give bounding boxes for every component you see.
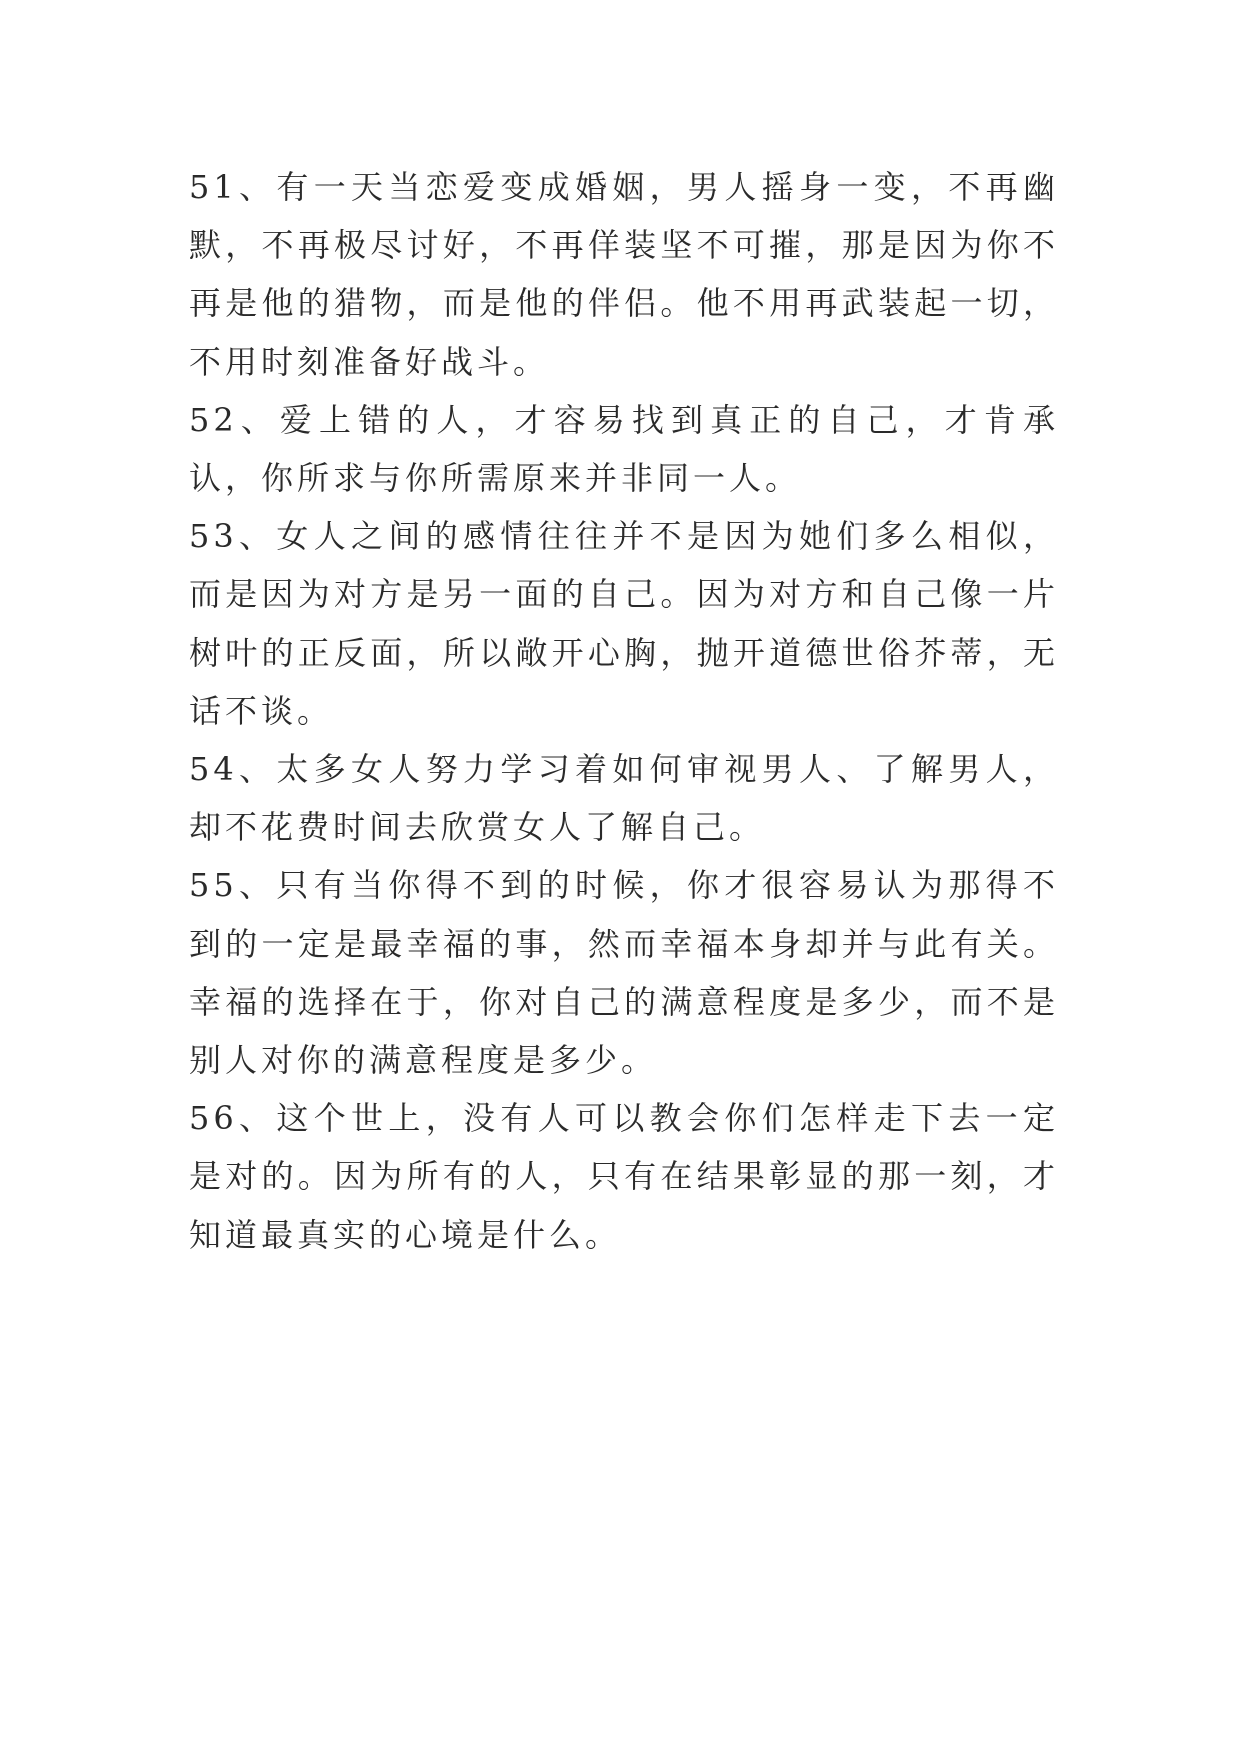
paragraph-51: 51、有一天当恋爱变成婚姻，男人摇身一变，不再幽默，不再极尽讨好，不再佯装坚不可摧，那是因为你不再是他的猎物，而是他的伴侣。他不用再武装起一切，不用时刻准备好战斗。 [189, 168, 1059, 381]
paragraph-53: 53、女人之间的感情往往并不是因为她们多么相似，而是因为对方是另一面的自己。因为对方和自己像一片树叶的正反面，所以敞开心胸，抛开道德世俗芥蒂，无话不谈。 [189, 517, 1059, 730]
paragraph-52: 52、爱上错的人，才容易找到真正的自己，才肯承认，你所求与你所需原来并非同一人。 [189, 400, 1059, 498]
document-body [189, 158, 1059, 1264]
paragraph-56: 56、这个世上，没有人可以教会你们怎样走下去一定是对的。因为所有的人，只有在结果彰显的那一刻，才知道最真实的心境是什么。 [189, 1099, 1059, 1254]
paragraph-55: 55、只有当你得不到的时候，你才很容易认为那得不到的一定是最幸福的事，然而幸福本身却并与此有关。幸福的选择在于，你对自己的满意程度是多少，而不是别人对你的满意程度是多少。 [189, 866, 1059, 1080]
paragraph-54: 54、太多女人努力学习着如何审视男人、了解男人，却不花费时间去欣赏女人了解自己。 [189, 750, 1059, 847]
